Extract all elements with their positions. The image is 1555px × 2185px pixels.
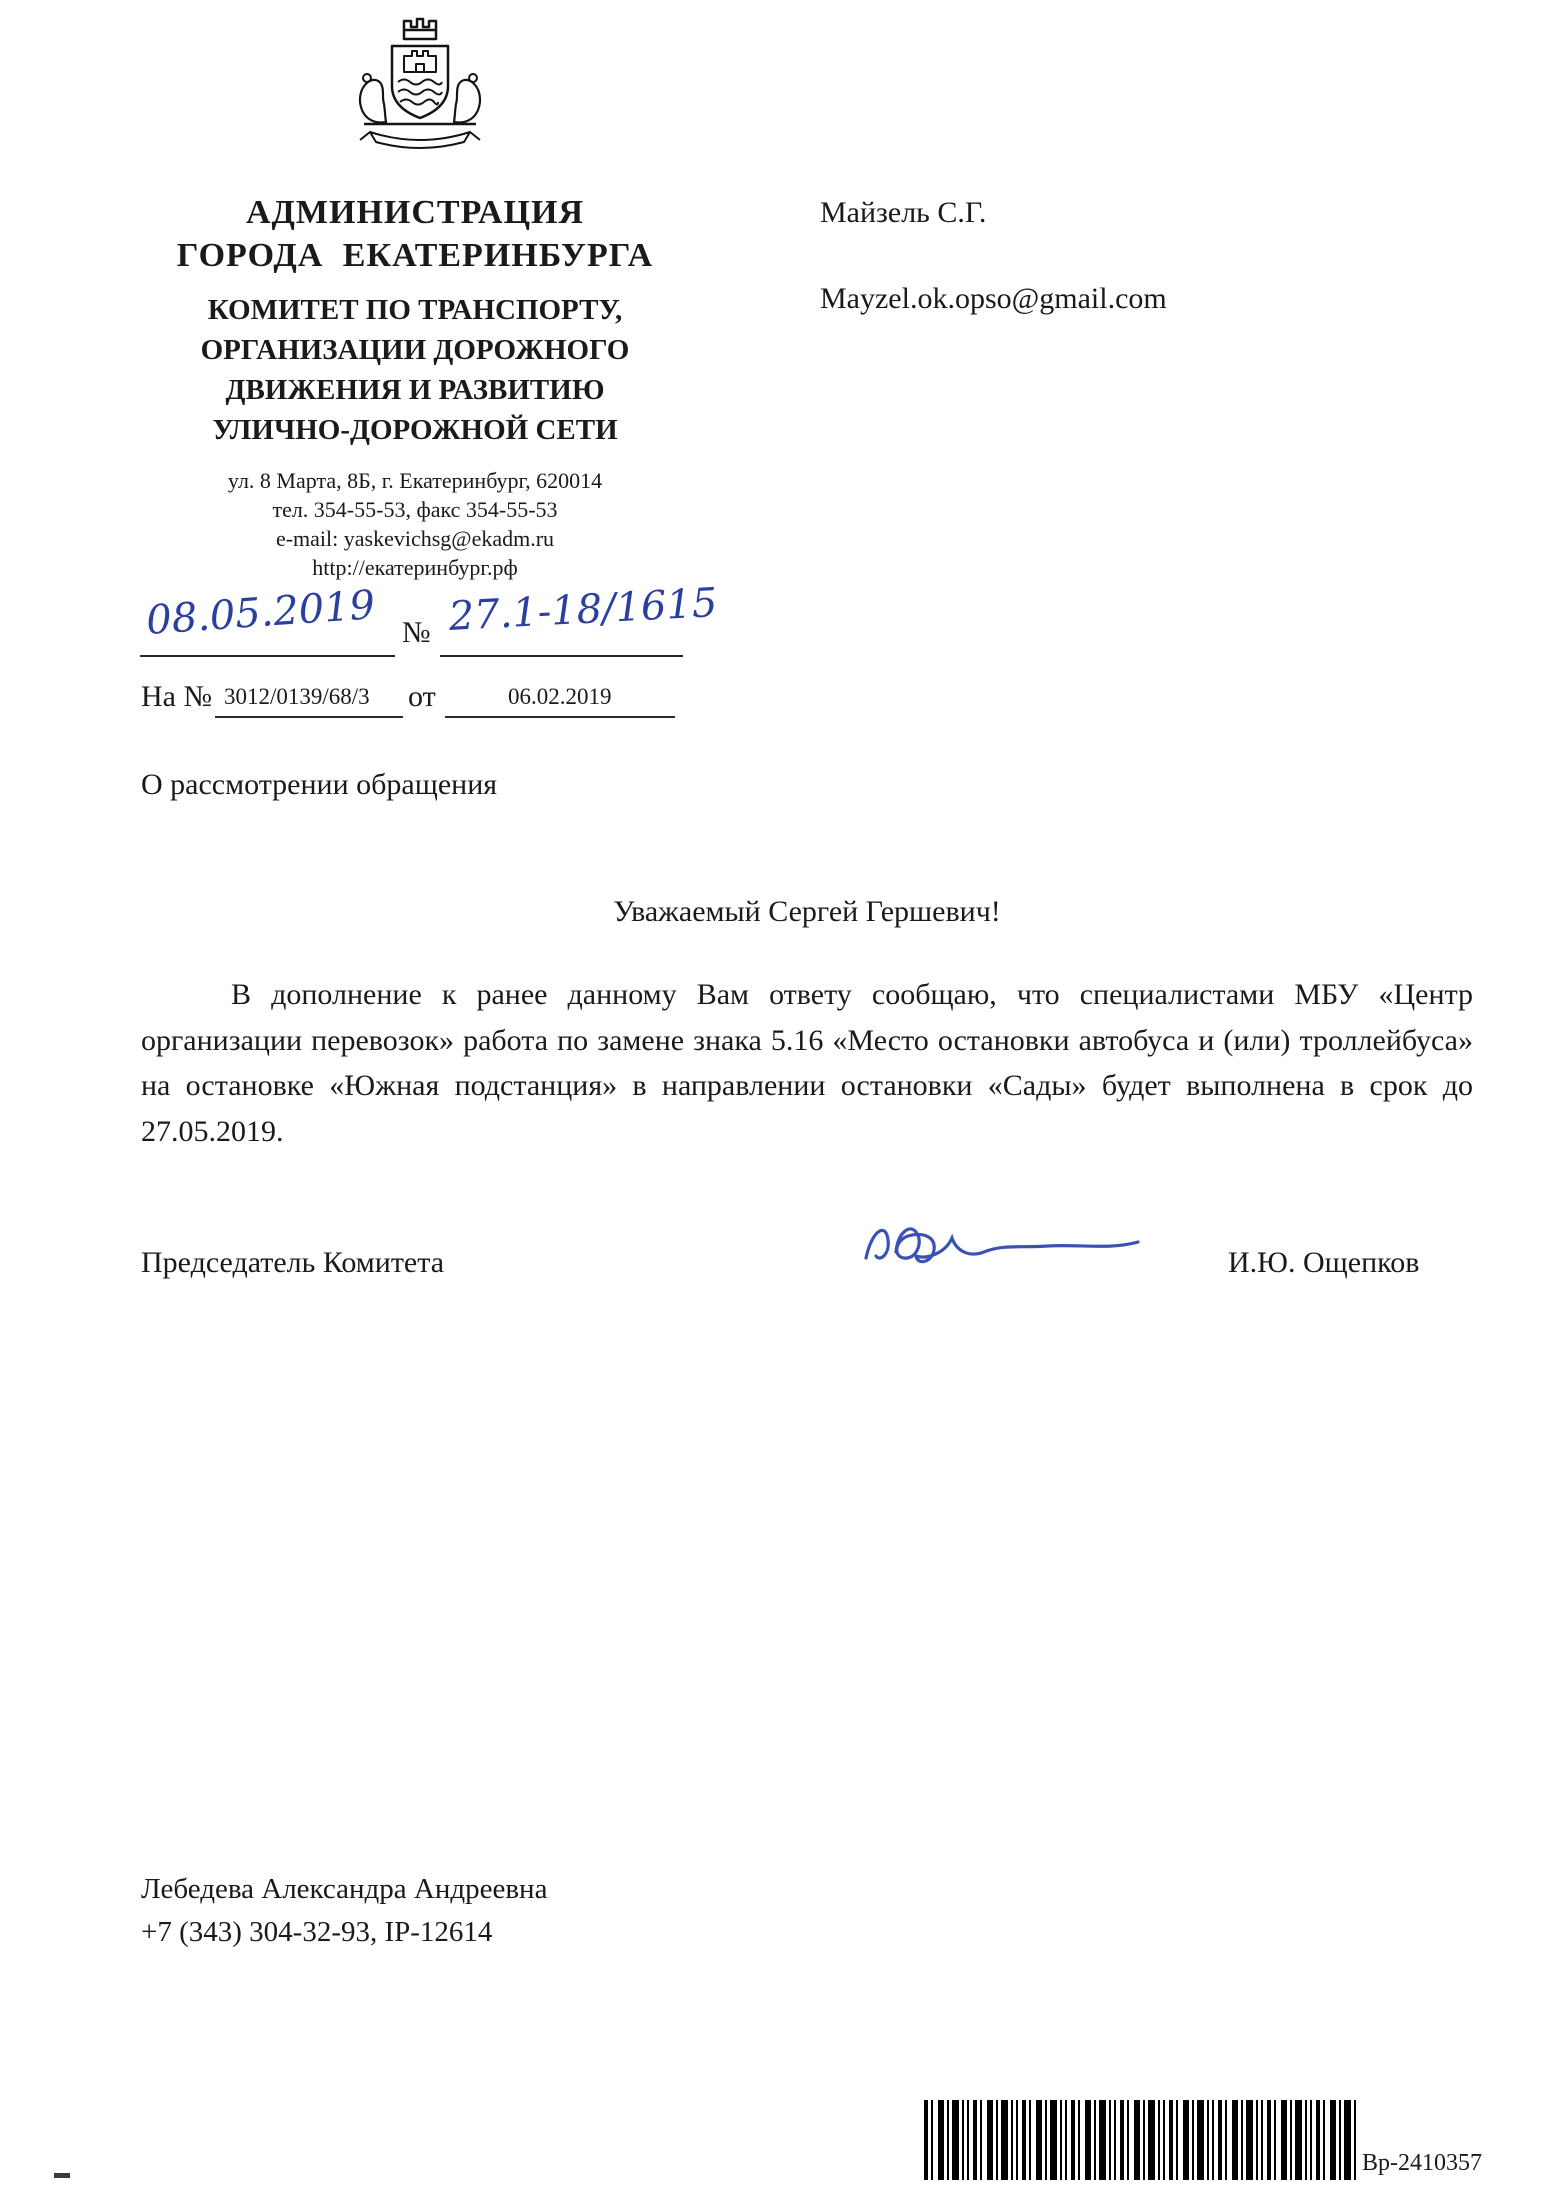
number-sign: № bbox=[402, 616, 431, 649]
letterhead-contacts bbox=[150, 466, 680, 582]
outgoing-date-handwritten: 08.05.2019 bbox=[144, 582, 377, 644]
reply-number-underline bbox=[215, 716, 403, 718]
committee-line: ОРГАНИЗАЦИИ ДОРОЖНОГО bbox=[200, 334, 630, 366]
reply-from-label: от bbox=[408, 680, 436, 713]
coat-of-arms-icon bbox=[338, 16, 502, 166]
signer-position: Председатель Комитета bbox=[141, 1246, 445, 1279]
reply-reference-label: На № bbox=[141, 680, 213, 713]
executor-block bbox=[141, 1868, 547, 1954]
recipient-name: Майзель С.Г. bbox=[820, 196, 987, 229]
committee-line: УЛИЧНО-ДОРОЖНОЙ СЕТИ bbox=[212, 414, 618, 446]
org-website: http://екатеринбург.рф bbox=[312, 555, 518, 580]
org-name-line1: АДМИНИСТРАЦИЯ bbox=[245, 194, 585, 231]
letter-subject: О рассмотрении обращения bbox=[141, 768, 498, 801]
date-underline bbox=[140, 655, 395, 657]
scan-artifact-mark bbox=[54, 2173, 70, 2178]
org-name-line2: ГОРОДА ЕКАТЕРИНБУРГА bbox=[176, 237, 654, 274]
org-email: e-mail: yaskevichsg@ekadm.ru bbox=[275, 526, 555, 551]
committee-line: КОМИТЕТ ПО ТРАНСПОРТУ, bbox=[207, 294, 623, 326]
org-address: ул. 8 Марта, 8Б, г. Екатеринбург, 620014 bbox=[227, 468, 603, 493]
executor-phone: +7 (343) 304-32-93, IP-12614 bbox=[141, 1916, 493, 1948]
committee-name bbox=[150, 290, 680, 450]
signer-name: И.Ю. Ощепков bbox=[1228, 1246, 1420, 1279]
salutation: Уважаемый Сергей Гершевич! bbox=[613, 895, 1001, 928]
handwritten-signature bbox=[852, 1196, 1152, 1296]
committee-line: ДВИЖЕНИЯ И РАЗВИТИЮ bbox=[225, 374, 605, 406]
letter-body-paragraph: В дополнение к ранее данному Вам ответу сообщаю, что специалистами МБУ «Центр организации перевозок» работа по замене знака 5.16 «Место остановки автобуса и (или) троллейбуса» на остановке «Южная подстанция» в направлении остановки «Сады» будет выполнена в срок до 27.05.2019. bbox=[141, 978, 1473, 1148]
barcode-label: Вр-2410357 bbox=[1362, 2150, 1482, 2176]
outgoing-number-handwritten: 27.1-18/1615 bbox=[447, 579, 719, 640]
letterhead-org-block bbox=[150, 192, 680, 582]
reply-reference-date: 06.02.2019 bbox=[508, 684, 612, 709]
reply-reference-number: 3012/0139/68/3 bbox=[224, 684, 370, 709]
number-underline bbox=[440, 655, 683, 657]
reply-date-underline bbox=[445, 716, 675, 718]
document-barcode bbox=[924, 2100, 1358, 2180]
executor-name: Лебедева Александра Андреевна bbox=[141, 1873, 548, 1905]
recipient-email: Mayzel.ok.opso@gmail.com bbox=[820, 282, 1167, 315]
org-phone: тел. 354-55-53, факс 354-55-53 bbox=[272, 497, 558, 522]
